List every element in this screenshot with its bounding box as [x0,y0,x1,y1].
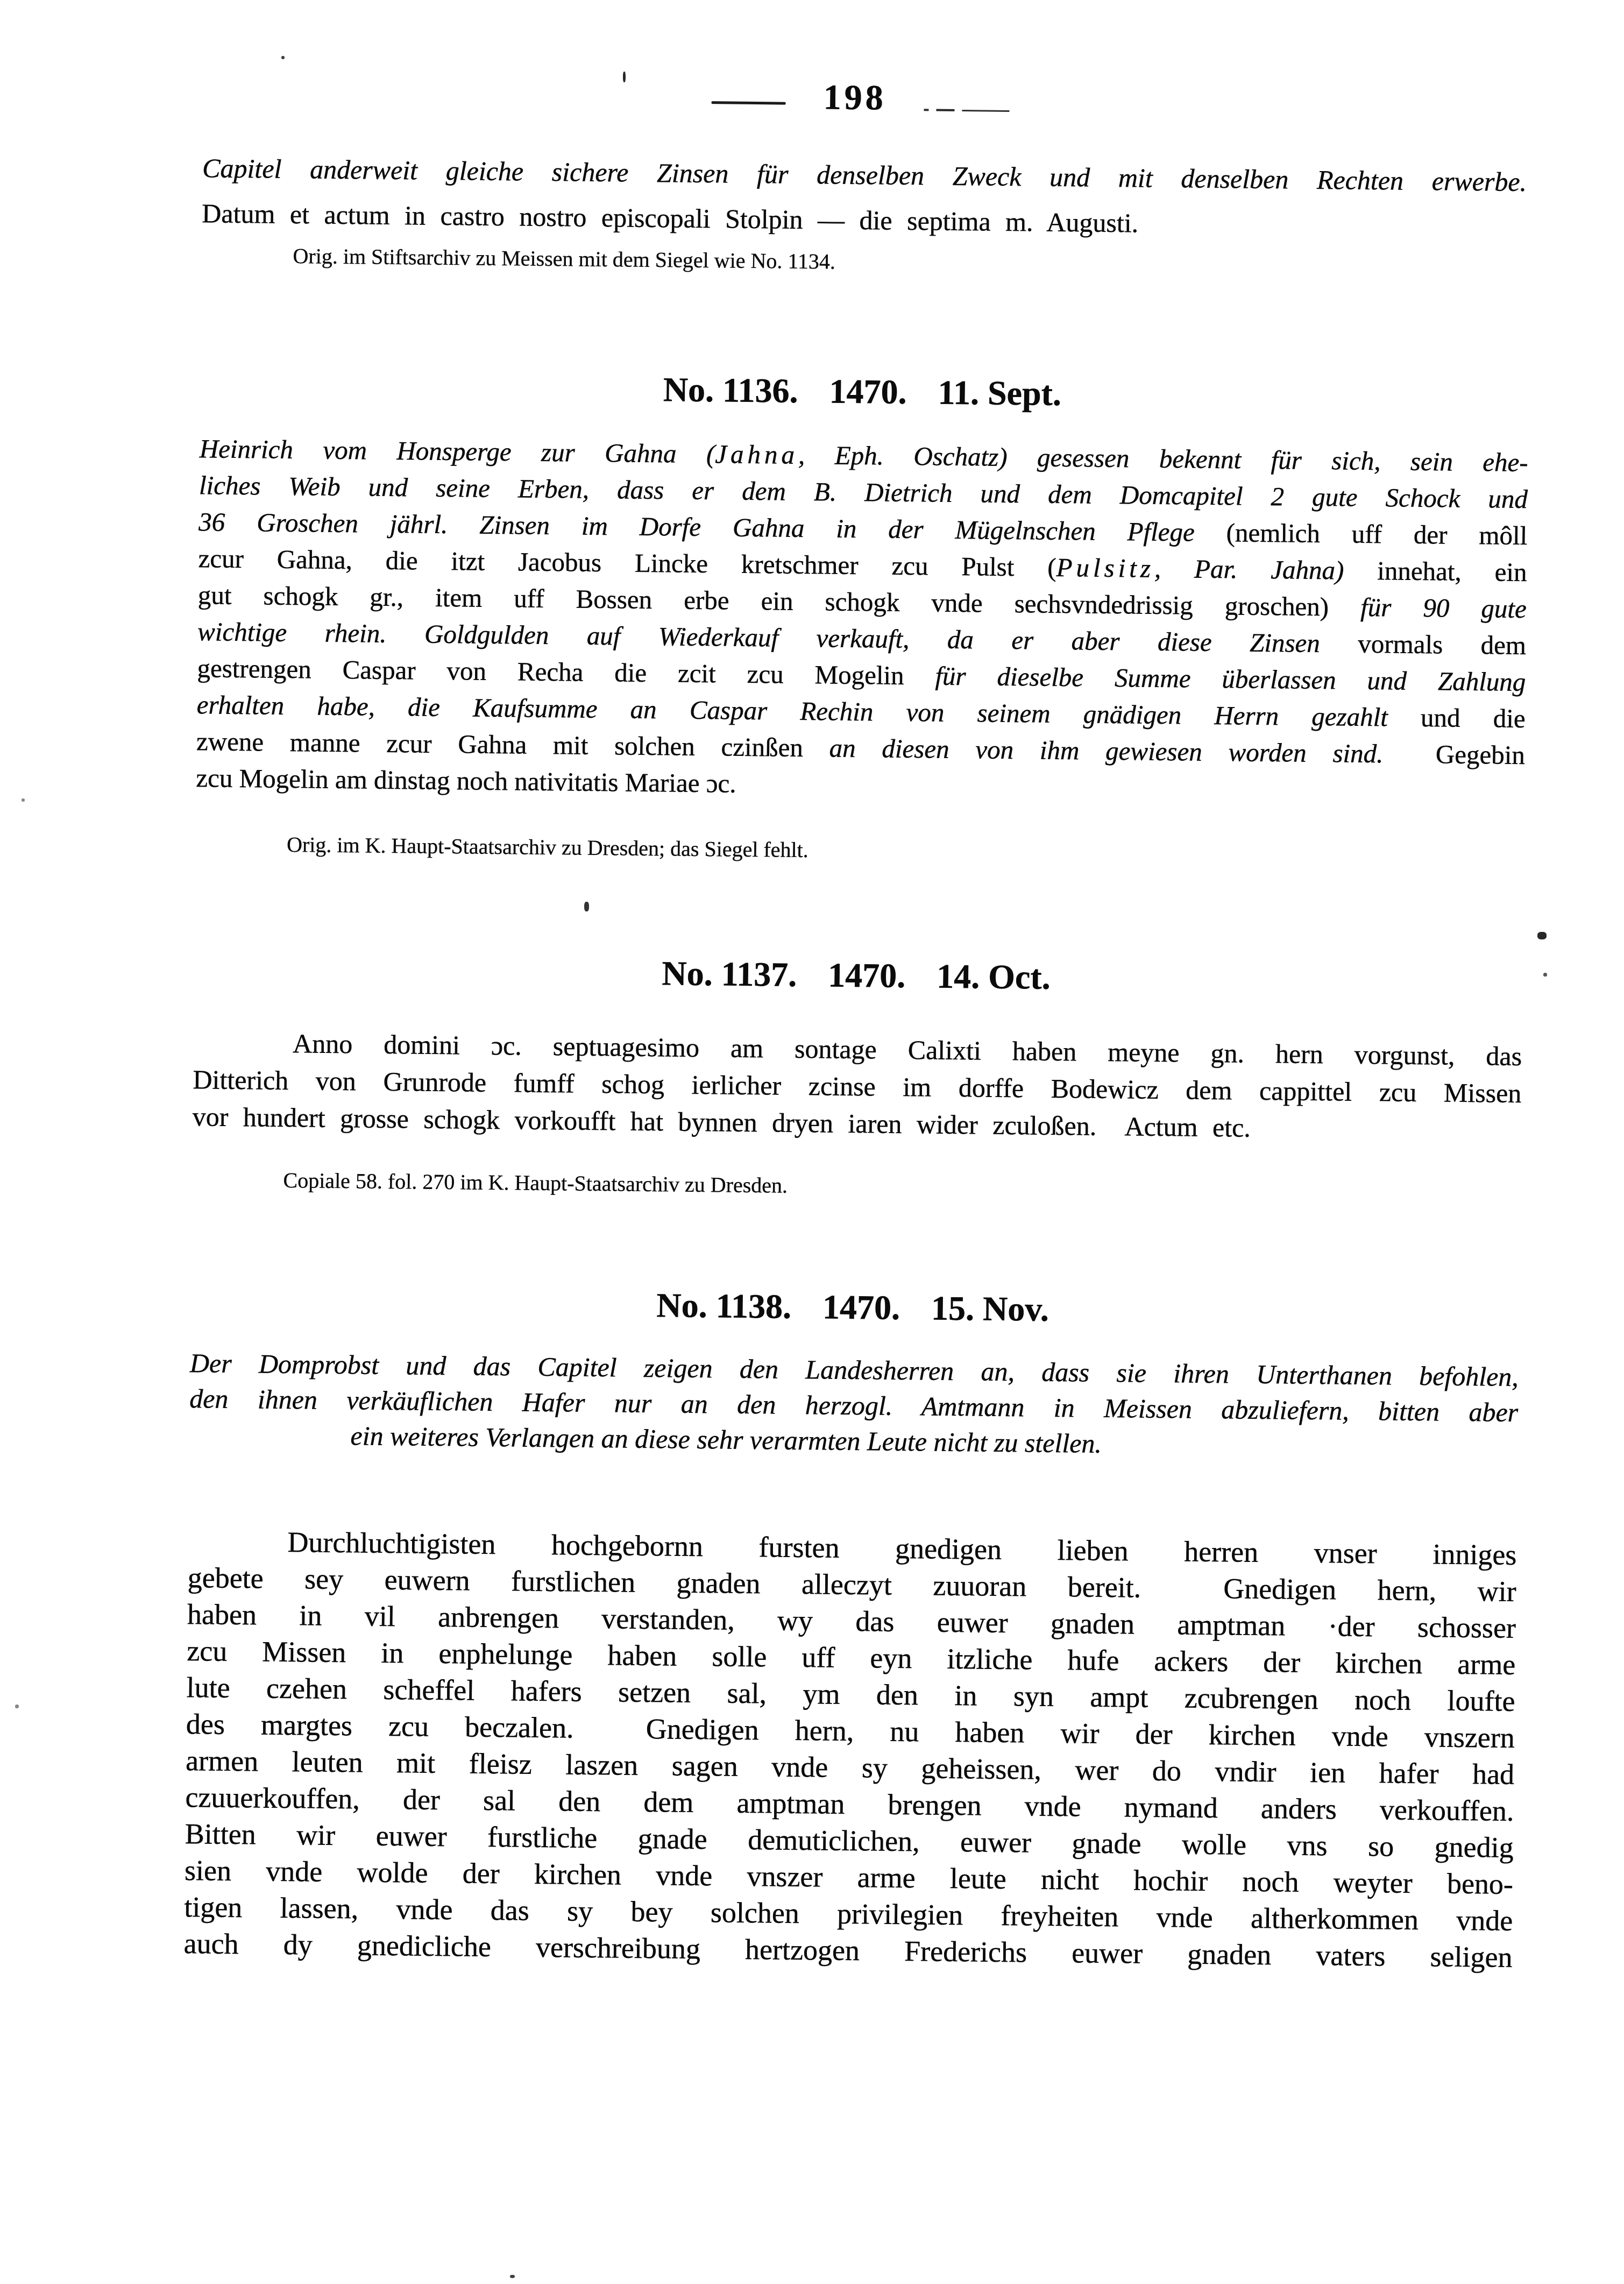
scan-speck [623,72,626,82]
roman-text-segment: (nemlich uff der môll [1226,518,1528,551]
italic-text-segment: Capitel anderweit gleiche sichere Zinsen für denselben Zweck und mit denselben Rechten erwerbe. [202,153,1527,197]
italic-text-segment: an diesen von ihm gewiesen worden sind. [829,733,1384,769]
roman-text-segment: Datum et actum in castro nostro episcopali Stolpin — die septima m. Augusti. [202,198,1139,238]
scan-speck [1543,973,1547,977]
entry-1136-heading [200,365,1525,418]
entry-year: 1470. [829,372,907,411]
entry-1137-text [192,1024,1522,1149]
scan-speck [1537,932,1547,939]
italic-text-segment: Jahna [715,439,799,470]
roman-text-segment: zcur Gahna, die itzt Jacobus Lincke kretschmer zcu Pulst ( [198,543,1056,582]
entry-date: 15. Nov. [931,1289,1049,1328]
roman-text-segment: Anno domini ɔc. septuagesimo am sontage Calixti haben meyne gn. hern vorgunst, das [292,1028,1522,1072]
entry-1137-heading [194,949,1519,1002]
page-rule-right-dot [924,109,928,111]
entry-date: 11. Sept. [938,373,1062,413]
entry-1136-summary [196,430,1528,810]
roman-text-segment: czuuerkouffen, der sal den dem amptman brengen vnde nymand anders verkouffen. [185,1781,1514,1827]
italic-text-segment: erhalten habe, die Kaufsumme an Caspar Rechin von seinem gnädigen Herrn gezahlt [196,690,1421,733]
page-header [188,73,1533,123]
page-rule-left [712,101,786,104]
italic-text-segment: Pulsitz [1056,552,1155,583]
roman-text-segment: tigen lassen, vnde das sy bey solchen privilegien freyheiten vnde altherkommen vnde [184,1891,1513,1937]
roman-text-segment: gebete sey euwern furstlichen gnaden alleczyt zuuoran bereit. Gnedigen hern, wir [187,1561,1516,1608]
roman-text-segment: vor hundert grosse schogk vorkoufft hat bynnen dryen iaren wider zculoßen. Actum etc. [192,1101,1251,1143]
page-rule-right [924,109,1009,112]
italic-text-segment: ein weiteres Verlangen an diese sehr verarmten Leute nicht zu stellen. [350,1420,1102,1459]
italic-text-segment: wichtige rhein. Goldgulden auf Wiederkauf verkauft, da er aber diese Zinsen [197,617,1358,659]
entry-date: 14. Oct. [936,957,1051,996]
roman-text-segment: lute czehen scheffel hafers setzen sal, ym den in syn ampt zcubrengen noch loufte [186,1671,1515,1717]
entry-year: 1470. [827,956,906,995]
italic-text-segment: , Par. Jahna) [1154,553,1344,585]
scan-speck [22,798,25,802]
italic-text-segment: für dieselbe Summe überlassen und Zahlung [935,661,1526,697]
roman-text-segment: zcu Missen in enphelunge haben solle uff eyn itzliche hufe ackers der kirchen arme [187,1635,1516,1681]
scan-speck [281,56,285,59]
italic-text-segment: Der Domprobst und das Capitel zeigen den Landesherren an, dass sie ihren Unterthanen befohlen, [189,1348,1519,1392]
roman-text-segment: zwene manne zcur Gahna mit solchen czinßen [196,726,830,763]
roman-text-segment: armen leuten mit fleisz laszen sagen vnde sy geheissen, wer do vndir ien hafer had [185,1744,1515,1791]
entry-1138-summary [189,1345,1519,1466]
entry-year: 1470. [822,1288,900,1327]
roman-text-segment: Bitten wir euwer furstliche gnade demuticlichen, euwer gnade wolle vns so gnedig [185,1818,1514,1864]
archive-source-note: Orig. im K. Haupt-Staatsarchiv zu Dresden; das Siegel fehlt. [286,832,809,862]
roman-text-segment: sien vnde wolde der kirchen vnde vnszer arme leute nicht hochir noch weyter beno- [184,1854,1514,1900]
roman-text-segment: zcu Mogelin am dinstag noch nativitatis Mariae ɔc. [196,763,736,798]
entry-number: No. 1137. [662,954,797,994]
italic-text-segment: den ihnen verkäuflichen Hafer nur an den herzogl. Amtmann in Meissen abzuliefern, bitten aber [189,1383,1519,1427]
roman-text-segment: haben in vil anbrengen verstanden, wy das euwer gnaden amptman ·der schosser [187,1598,1516,1644]
roman-text-segment: auch dy gnedicliche verschreibung hertzogen Frederichs euwer gnaden vaters seligen [183,1927,1513,1974]
entry-1138-heading [190,1281,1515,1334]
entry-1138-body [183,1523,1516,1976]
page-rule-right-dash-short [936,109,954,111]
headnote-continuation [202,145,1527,250]
page-rule-right-dash-long [962,110,1009,112]
roman-text-segment: Ditterich von Grunrode fumff schog ierlicher zcinse im dorffe Bodewicz dem cappittel zcu Missen [193,1064,1522,1109]
italic-text-segment: für 90 gute [1360,592,1527,624]
scan-speck [15,1705,19,1708]
entry-number: No. 1138. [656,1286,792,1326]
page-number: 198 [823,77,887,118]
scan-speck [510,2275,515,2278]
roman-text-segment: innehat, ein [1344,555,1527,588]
roman-text-segment: gut schogk gr., item uff Bossen erbe ein schogk vnde sechsvndedrissig groschen) [197,580,1361,622]
archive-source-note: Orig. im Stiftsarchiv zu Meissen mit dem Siegel wie No. 1134. [293,244,836,274]
scan-speck [584,902,589,911]
archive-source-note: Copiale 58. fol. 270 im K. Haupt-Staatsarchiv zu Dresden. [283,1168,788,1198]
roman-text-segment: Durchluchtigisten hochgebornn fursten gnedigen lieben herren vnser inniges [287,1526,1517,1571]
italic-text-segment: Heinrich vom Honsperge zur Gahna ( [199,434,715,469]
roman-text-segment: und die [1420,703,1526,734]
italic-text-segment: , Eph. Oschatz) gesessen bekennt für sich, sein ehe- [798,440,1528,478]
italic-text-segment: 36 Groschen jährl. Zinsen im Dorfe Gahna in der Mügelnschen Pflege [198,507,1227,548]
roman-text-segment: Gegebin [1383,739,1526,770]
roman-text-segment: vormals dem [1358,628,1527,661]
italic-text-segment: liches Weib und seine Erben, dass er dem B. Dietrich und dem Domcapitel 2 gute Schock und [198,470,1528,514]
roman-text-segment: des margtes zcu beczalen. Gnedigen hern, nu haben wir der kirchen vnde vnszern [186,1708,1515,1754]
entry-number: No. 1136. [663,370,798,410]
roman-text-segment: gestrengen Caspar von Recha die zcit zcu Mogelin [197,653,935,691]
